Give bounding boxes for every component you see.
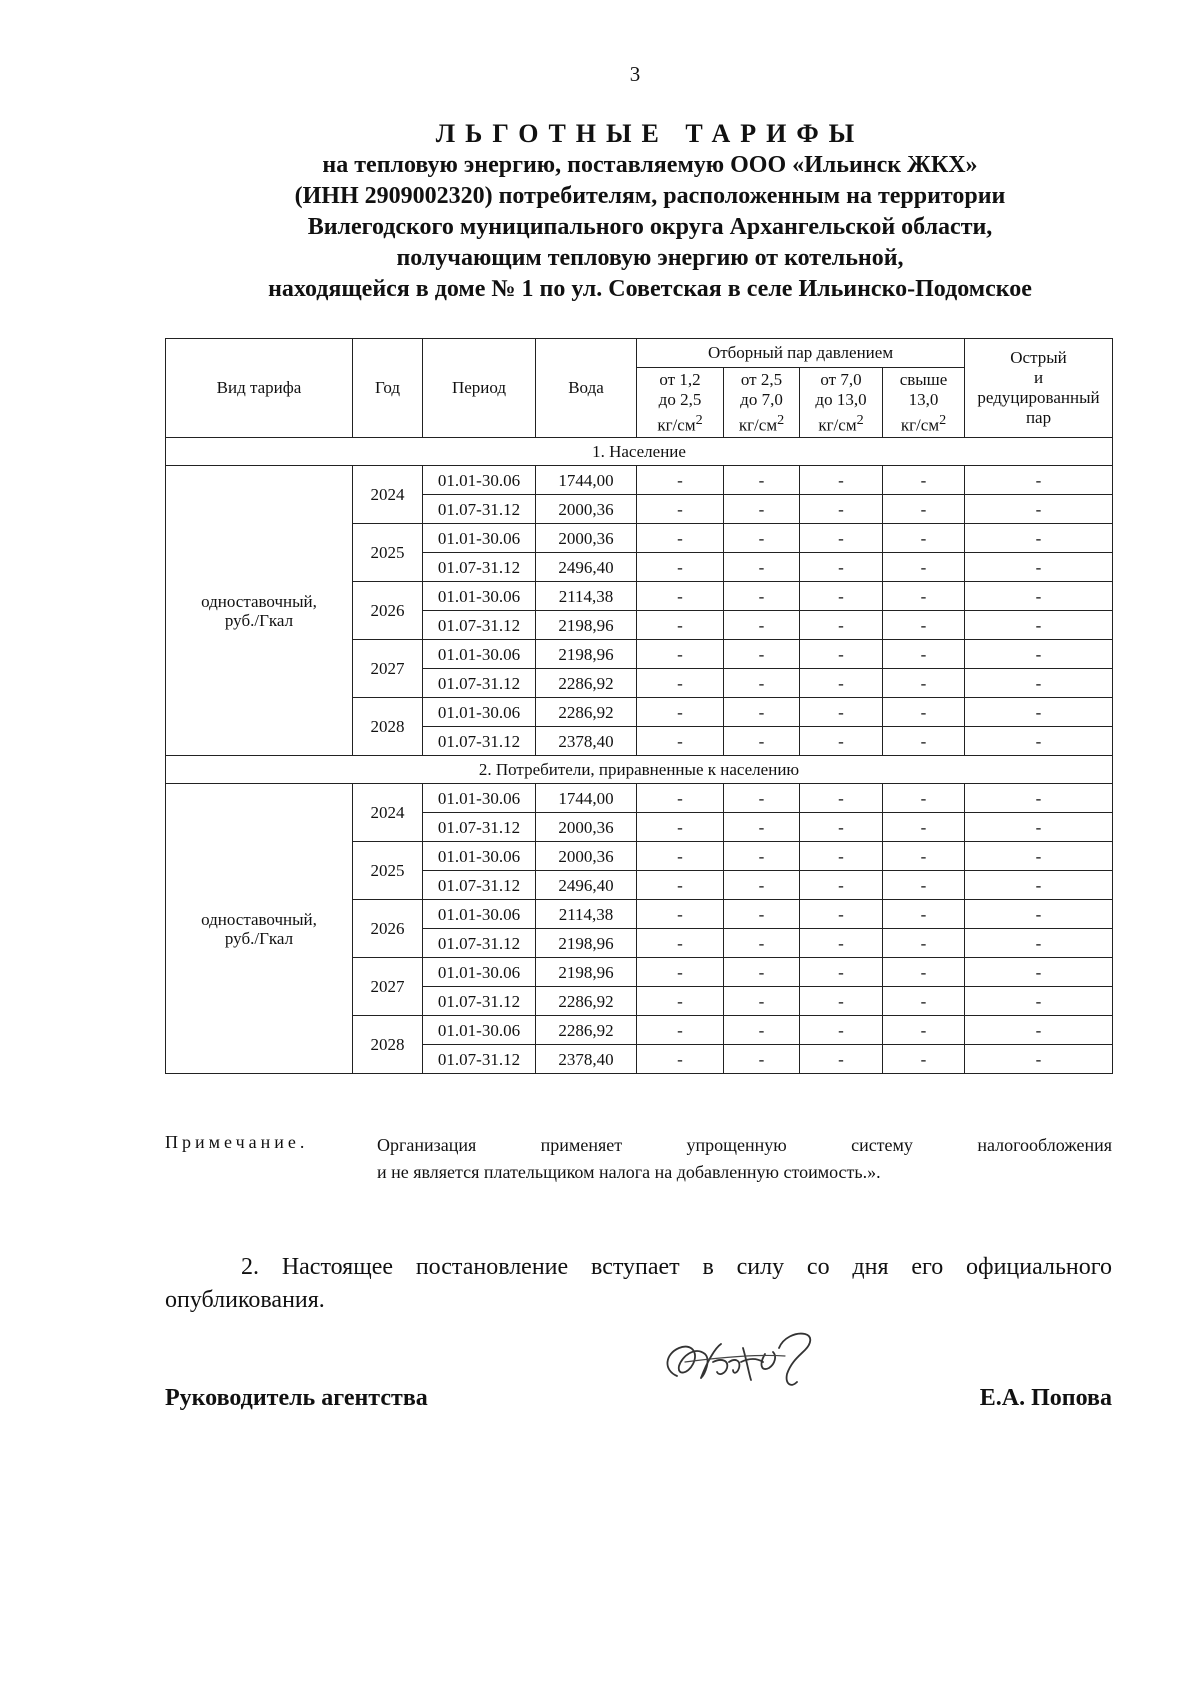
note-label: Примечание. bbox=[165, 1132, 309, 1152]
empty-value-cell: - bbox=[965, 784, 1113, 813]
header-steam-group: Отборный пар давлением bbox=[637, 339, 965, 368]
header-year: Год bbox=[353, 339, 423, 438]
empty-value-cell: - bbox=[965, 987, 1113, 1016]
year-cell: 2026 bbox=[353, 582, 423, 640]
period-cell: 01.01-30.06 bbox=[423, 582, 536, 611]
water-cell: 2378,40 bbox=[536, 727, 637, 756]
empty-value-cell: - bbox=[724, 669, 800, 698]
water-cell: 2198,96 bbox=[536, 611, 637, 640]
water-cell: 2378,40 bbox=[536, 1045, 637, 1074]
tariff-type-line: одноставочный, bbox=[201, 591, 317, 611]
empty-value-cell: - bbox=[965, 640, 1113, 669]
empty-value-cell: - bbox=[637, 813, 724, 842]
empty-value-cell: - bbox=[965, 669, 1113, 698]
empty-value-cell: - bbox=[800, 727, 883, 756]
empty-value-cell: - bbox=[965, 727, 1113, 756]
year-cell: 2027 bbox=[353, 640, 423, 698]
period-cell: 01.01-30.06 bbox=[423, 958, 536, 987]
header-water: Вода bbox=[536, 339, 637, 438]
water-cell: 1744,00 bbox=[536, 784, 637, 813]
period-cell: 01.07-31.12 bbox=[423, 611, 536, 640]
clause-line-1: 2. Настоящее постановление вступает в силу со дня его официального bbox=[241, 1254, 1112, 1280]
empty-value-cell: - bbox=[965, 929, 1113, 958]
empty-value-cell: - bbox=[883, 553, 965, 582]
period-cell: 01.07-31.12 bbox=[423, 929, 536, 958]
header-unit bbox=[885, 410, 962, 436]
tariff-type-line: руб./Гкал bbox=[224, 928, 294, 948]
empty-value-cell: - bbox=[637, 1045, 724, 1074]
clause-line-2: опубликования. bbox=[165, 1287, 325, 1313]
year-cell: 2024 bbox=[353, 784, 423, 842]
water-cell: 2496,40 bbox=[536, 871, 637, 900]
header-tariff-type: Вид тарифа bbox=[166, 339, 353, 438]
empty-value-cell: - bbox=[800, 871, 883, 900]
empty-value-cell: - bbox=[724, 784, 800, 813]
water-cell: 2286,92 bbox=[536, 669, 637, 698]
title-line: (ИНН 2909002320) потребителям, расположенным на территории bbox=[294, 183, 1006, 209]
empty-value-cell: - bbox=[800, 784, 883, 813]
empty-value-cell: - bbox=[965, 466, 1113, 495]
empty-value-cell: - bbox=[883, 842, 965, 871]
clause-2 bbox=[165, 1251, 1112, 1317]
note-line-2: и не является плательщиком налога на добавленную стоимость.». bbox=[377, 1162, 881, 1182]
empty-value-cell: - bbox=[637, 871, 724, 900]
empty-value-cell: - bbox=[800, 698, 883, 727]
section-row bbox=[166, 756, 1113, 784]
empty-value-cell: - bbox=[637, 1016, 724, 1045]
header-unit bbox=[726, 410, 797, 436]
empty-value-cell: - bbox=[965, 842, 1113, 871]
header-steam-1-2.5 bbox=[637, 368, 724, 438]
unit-sup: 2 bbox=[695, 411, 703, 428]
period-cell: 01.07-31.12 bbox=[423, 727, 536, 756]
year-cell: 2027 bbox=[353, 958, 423, 1016]
empty-value-cell: - bbox=[883, 466, 965, 495]
empty-value-cell: - bbox=[637, 524, 724, 553]
empty-value-cell: - bbox=[724, 842, 800, 871]
year-cell: 2024 bbox=[353, 466, 423, 524]
period-cell: 01.01-30.06 bbox=[423, 524, 536, 553]
empty-value-cell: - bbox=[637, 669, 724, 698]
empty-value-cell: - bbox=[637, 582, 724, 611]
title-line: получающим тепловую энергию от котельной, bbox=[396, 245, 904, 271]
page-number: 3 bbox=[629, 62, 641, 86]
title-line: Вилегодского муниципального округа Архангельской области, bbox=[307, 214, 993, 240]
year-cell: 2025 bbox=[353, 842, 423, 900]
header-steam-over-13 bbox=[883, 368, 965, 438]
unit-sup: 2 bbox=[939, 411, 947, 428]
empty-value-cell: - bbox=[637, 727, 724, 756]
empty-value-cell: - bbox=[800, 669, 883, 698]
empty-value-cell: - bbox=[724, 1016, 800, 1045]
unit-text: кг/см bbox=[818, 415, 857, 435]
header-sharp-steam-line: пар bbox=[1025, 408, 1052, 427]
empty-value-cell: - bbox=[724, 727, 800, 756]
header-line: до 2,5 bbox=[658, 389, 702, 409]
document-title bbox=[150, 118, 1150, 305]
empty-value-cell: - bbox=[637, 900, 724, 929]
empty-value-cell: - bbox=[637, 466, 724, 495]
empty-value-cell: - bbox=[800, 524, 883, 553]
header-line: от 2,5 bbox=[740, 369, 783, 389]
empty-value-cell: - bbox=[724, 958, 800, 987]
year-cell: 2025 bbox=[353, 524, 423, 582]
empty-value-cell: - bbox=[965, 900, 1113, 929]
empty-value-cell: - bbox=[883, 669, 965, 698]
period-cell: 01.07-31.12 bbox=[423, 495, 536, 524]
header-unit bbox=[802, 410, 880, 436]
empty-value-cell: - bbox=[883, 611, 965, 640]
empty-value-cell: - bbox=[800, 958, 883, 987]
year-cell: 2028 bbox=[353, 698, 423, 756]
empty-value-cell: - bbox=[800, 929, 883, 958]
period-cell: 01.07-31.12 bbox=[423, 553, 536, 582]
empty-value-cell: - bbox=[965, 582, 1113, 611]
unit-text: кг/см bbox=[900, 415, 940, 435]
empty-value-cell: - bbox=[724, 553, 800, 582]
empty-value-cell: - bbox=[800, 813, 883, 842]
tariff-table bbox=[165, 338, 1113, 1074]
period-cell: 01.01-30.06 bbox=[423, 842, 536, 871]
empty-value-cell: - bbox=[883, 958, 965, 987]
period-cell: 01.07-31.12 bbox=[423, 871, 536, 900]
section-title: 1. Население bbox=[166, 438, 1113, 466]
note-line-1: Организация применяет упрощенную систему налогообложения bbox=[377, 1135, 1112, 1155]
header-steam-2.5-7 bbox=[724, 368, 800, 438]
period-cell: 01.01-30.06 bbox=[423, 698, 536, 727]
header-line: от 1,2 bbox=[659, 369, 701, 389]
signature-image bbox=[655, 1318, 825, 1403]
empty-value-cell: - bbox=[724, 524, 800, 553]
period-cell: 01.01-30.06 bbox=[423, 466, 536, 495]
empty-value-cell: - bbox=[637, 987, 724, 1016]
period-cell: 01.07-31.12 bbox=[423, 813, 536, 842]
empty-value-cell: - bbox=[637, 929, 724, 958]
empty-value-cell: - bbox=[965, 698, 1113, 727]
table-body bbox=[166, 438, 1113, 1074]
empty-value-cell: - bbox=[724, 640, 800, 669]
empty-value-cell: - bbox=[637, 784, 724, 813]
empty-value-cell: - bbox=[965, 611, 1113, 640]
header-line: до 7,0 bbox=[740, 389, 783, 409]
empty-value-cell: - bbox=[637, 698, 724, 727]
empty-value-cell: - bbox=[724, 900, 800, 929]
tariff-type-cell bbox=[166, 466, 353, 756]
year-cell: 2028 bbox=[353, 1016, 423, 1074]
empty-value-cell: - bbox=[724, 495, 800, 524]
empty-value-cell: - bbox=[800, 900, 883, 929]
empty-value-cell: - bbox=[965, 813, 1113, 842]
empty-value-cell: - bbox=[883, 698, 965, 727]
period-cell: 01.01-30.06 bbox=[423, 640, 536, 669]
empty-value-cell: - bbox=[965, 958, 1113, 987]
period-cell: 01.01-30.06 bbox=[423, 900, 536, 929]
water-cell: 2286,92 bbox=[536, 698, 637, 727]
empty-value-cell: - bbox=[637, 640, 724, 669]
empty-value-cell: - bbox=[637, 611, 724, 640]
table-row bbox=[166, 784, 1113, 813]
header-line: 13,0 bbox=[908, 389, 939, 409]
empty-value-cell: - bbox=[883, 813, 965, 842]
empty-value-cell: - bbox=[883, 495, 965, 524]
empty-value-cell: - bbox=[724, 871, 800, 900]
unit-sup: 2 bbox=[856, 411, 864, 428]
period-cell: 01.01-30.06 bbox=[423, 1016, 536, 1045]
header-line: до 13,0 bbox=[815, 389, 867, 409]
water-cell: 2286,92 bbox=[536, 1016, 637, 1045]
empty-value-cell: - bbox=[883, 1016, 965, 1045]
section-title: 2. Потребители, приравненные к населению bbox=[166, 756, 1113, 784]
water-cell: 2000,36 bbox=[536, 495, 637, 524]
water-cell: 2000,36 bbox=[536, 524, 637, 553]
empty-value-cell: - bbox=[883, 987, 965, 1016]
empty-value-cell: - bbox=[724, 813, 800, 842]
water-cell: 2198,96 bbox=[536, 640, 637, 669]
header-sharp-steam-line: Острый bbox=[1010, 348, 1067, 367]
empty-value-cell: - bbox=[883, 900, 965, 929]
empty-value-cell: - bbox=[637, 495, 724, 524]
empty-value-cell: - bbox=[965, 524, 1113, 553]
unit-text: кг/см bbox=[657, 415, 696, 435]
empty-value-cell: - bbox=[883, 929, 965, 958]
empty-value-cell: - bbox=[883, 524, 965, 553]
header-line: свыше bbox=[899, 369, 948, 389]
empty-value-cell: - bbox=[800, 1016, 883, 1045]
header-period: Период bbox=[423, 339, 536, 438]
water-cell: 2114,38 bbox=[536, 900, 637, 929]
water-cell: 2000,36 bbox=[536, 813, 637, 842]
tariff-type-line: одноставочный, bbox=[201, 909, 317, 929]
empty-value-cell: - bbox=[800, 987, 883, 1016]
empty-value-cell: - bbox=[800, 640, 883, 669]
empty-value-cell: - bbox=[883, 727, 965, 756]
empty-value-cell: - bbox=[724, 929, 800, 958]
empty-value-cell: - bbox=[965, 553, 1113, 582]
empty-value-cell: - bbox=[965, 1045, 1113, 1074]
empty-value-cell: - bbox=[724, 582, 800, 611]
water-cell: 2496,40 bbox=[536, 553, 637, 582]
header-unit bbox=[639, 410, 721, 436]
header-steam-7-13 bbox=[800, 368, 883, 438]
empty-value-cell: - bbox=[724, 1045, 800, 1074]
empty-value-cell: - bbox=[965, 1016, 1113, 1045]
empty-value-cell: - bbox=[800, 466, 883, 495]
title-main: ЛЬГОТНЫЕ ТАРИФЫ bbox=[435, 119, 865, 148]
empty-value-cell: - bbox=[883, 1045, 965, 1074]
header-sharp-steam bbox=[965, 339, 1113, 438]
empty-value-cell: - bbox=[800, 495, 883, 524]
empty-value-cell: - bbox=[965, 495, 1113, 524]
empty-value-cell: - bbox=[637, 553, 724, 582]
empty-value-cell: - bbox=[800, 1045, 883, 1074]
empty-value-cell: - bbox=[883, 640, 965, 669]
period-cell: 01.07-31.12 bbox=[423, 669, 536, 698]
empty-value-cell: - bbox=[800, 842, 883, 871]
empty-value-cell: - bbox=[637, 958, 724, 987]
empty-value-cell: - bbox=[724, 611, 800, 640]
unit-sup: 2 bbox=[777, 411, 785, 428]
empty-value-cell: - bbox=[637, 842, 724, 871]
empty-value-cell: - bbox=[724, 466, 800, 495]
empty-value-cell: - bbox=[965, 871, 1113, 900]
empty-value-cell: - bbox=[800, 553, 883, 582]
empty-value-cell: - bbox=[724, 987, 800, 1016]
header-sharp-steam-line: редуцированный bbox=[977, 388, 1100, 407]
empty-value-cell: - bbox=[883, 871, 965, 900]
period-cell: 01.01-30.06 bbox=[423, 784, 536, 813]
tariff-type-line: руб./Гкал bbox=[224, 610, 294, 630]
tariff-type-cell bbox=[166, 784, 353, 1074]
unit-text: кг/см bbox=[738, 415, 778, 435]
water-cell: 2198,96 bbox=[536, 929, 637, 958]
header-sharp-steam-line: и bbox=[1033, 368, 1044, 387]
empty-value-cell: - bbox=[724, 698, 800, 727]
title-line: на тепловую энергию, поставляемую ООО «Ильинск ЖКХ» bbox=[322, 152, 978, 178]
section-row bbox=[166, 438, 1113, 466]
table-row bbox=[166, 466, 1113, 495]
period-cell: 01.07-31.12 bbox=[423, 1045, 536, 1074]
signer-role: Руководитель агентства bbox=[165, 1385, 428, 1411]
water-cell: 2114,38 bbox=[536, 582, 637, 611]
empty-value-cell: - bbox=[800, 582, 883, 611]
water-cell: 2286,92 bbox=[536, 987, 637, 1016]
empty-value-cell: - bbox=[883, 784, 965, 813]
water-cell: 2000,36 bbox=[536, 842, 637, 871]
year-cell: 2026 bbox=[353, 900, 423, 958]
header-line: от 7,0 bbox=[820, 369, 862, 389]
water-cell: 2198,96 bbox=[536, 958, 637, 987]
signer-name: Е.А. Попова bbox=[979, 1385, 1112, 1411]
empty-value-cell: - bbox=[800, 611, 883, 640]
period-cell: 01.07-31.12 bbox=[423, 987, 536, 1016]
water-cell: 1744,00 bbox=[536, 466, 637, 495]
title-line: находящейся в доме № 1 по ул. Советская в селе Ильинско-Подомское bbox=[268, 276, 1032, 302]
empty-value-cell: - bbox=[883, 582, 965, 611]
